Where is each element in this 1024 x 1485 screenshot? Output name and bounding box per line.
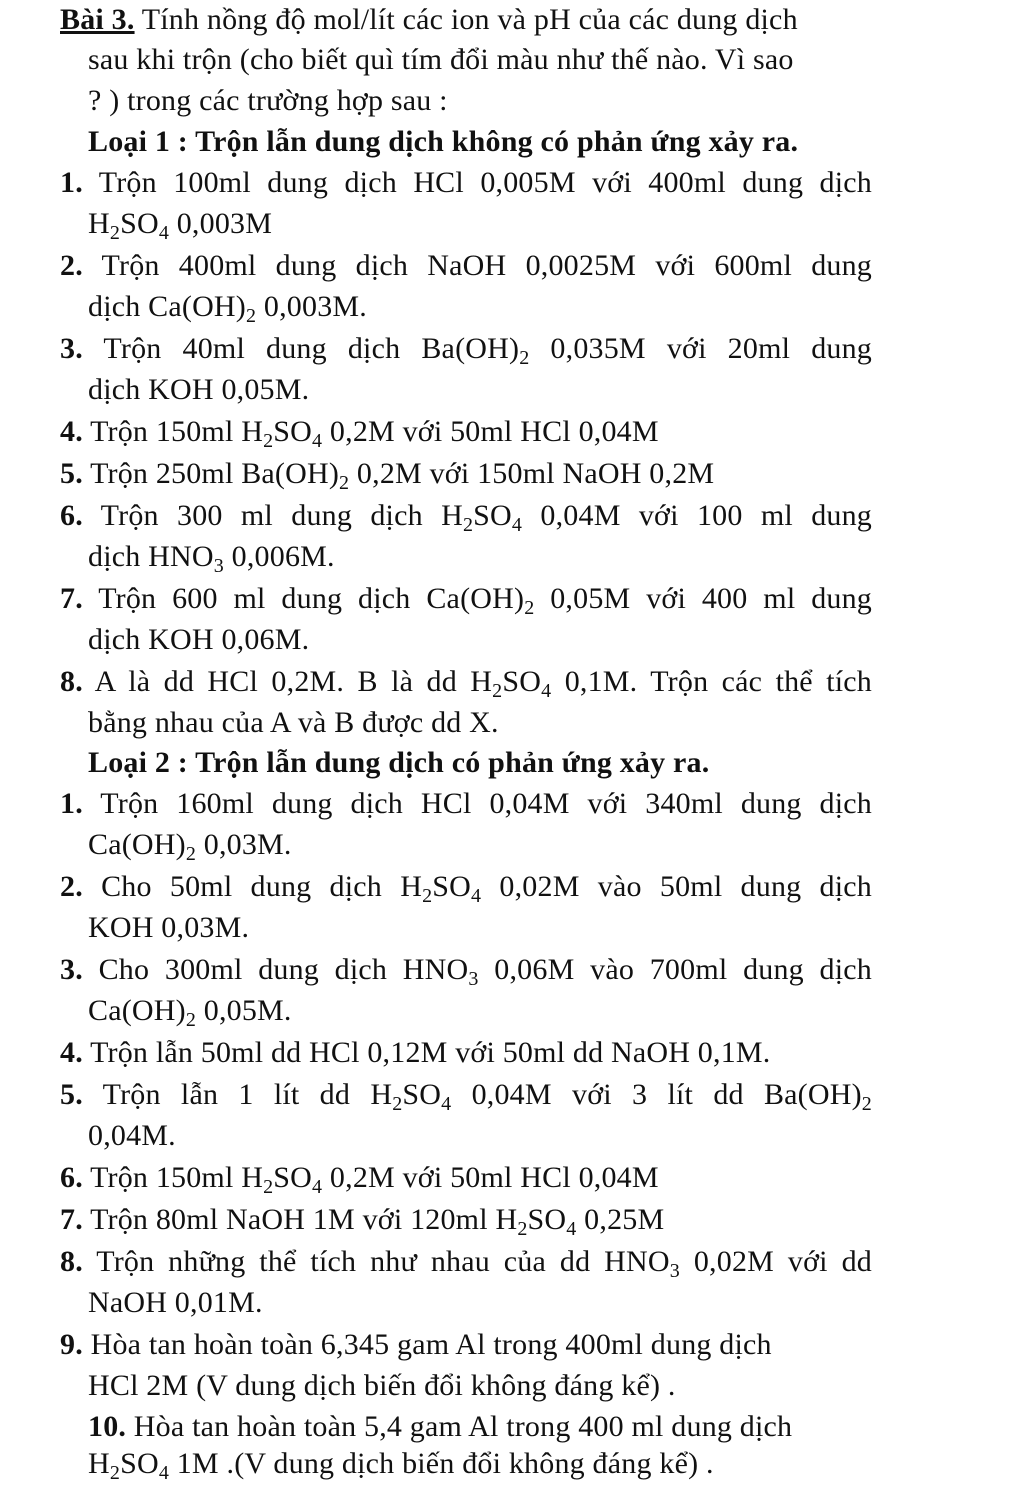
type-1-item-6-line-2: dịch $HNO_3$ 0,006M. [88, 540, 335, 577]
type-2-item-4: 4. Trộn lẫn 50ml dd HCl 0,12M với 50ml dd NaOH 0,1M. [60, 1036, 771, 1069]
type-1-item-2-line-1: 2. Trộn 400ml dung dịch NaOH 0,0025M với 600ml dung [60, 249, 872, 282]
type-1-item-2-line-2: dịch $Ca(OH)_2$ 0,003M. [88, 290, 367, 327]
type-2-item-5-line-1: 5. Trộn lẫn 1 lít dd $H_2SO_4$ 0,04M với 3 lít dd $Ba(OH)_2$ [60, 1078, 872, 1115]
type-1-item-6-line-1: 6. Trộn 300 ml dung dịch $H_2SO_4$ 0,04M với 100 ml dung [60, 499, 872, 536]
type-1-item-3-line-1: 3. Trộn 40ml dung dịch $Ba(OH)_2$ 0,035M với 20ml dung [60, 332, 872, 369]
exercise-title-line-2: sau khi trộn (cho biết quì tím đổi màu như thế nào. Vì sao [88, 43, 794, 76]
type-1-item-4: 4. Trộn 150ml $H_2SO_4$ 0,2M với 50ml HCl 0,04M [60, 415, 659, 452]
type-1-item-8-line-2: bằng nhau của A và B được dd X. [88, 706, 499, 739]
type-2-item-6: 6. Trộn 150ml $H_2SO_4$ 0,2M với 50ml HCl 0,04M [60, 1161, 659, 1198]
type-2-item-8-line-2: NaOH 0,01M. [88, 1286, 263, 1319]
type-2-item-8-line-1: 8. Trộn những thể tích như nhau của dd $HNO_3$ 0,02M với dd [60, 1245, 872, 1282]
type-2-item-3-line-1: 3. Cho 300ml dung dịch $HNO_3$ 0,06M vào 700ml dung dịch [60, 953, 872, 990]
type-2-item-9-line-2: HCl 2M (V dung dịch biến đổi không đáng kể) . [88, 1369, 676, 1402]
type-1-item-1-line-2: $H_2SO_4$ 0,003M [88, 207, 273, 244]
type-1-heading: Loại 1 : Trộn lẫn dung dịch không có phản ứng xảy ra. [88, 125, 799, 158]
type-1-item-1-line-1: 1. Trộn 100ml dung dịch HCl 0,005M với 400ml dung dịch [60, 166, 872, 199]
type-2-item-5-line-2: 0,04M. [88, 1119, 176, 1152]
type-2-item-7: 7. Trộn 80ml NaOH 1M với 120ml $H_2SO_4$ 0,25M [60, 1203, 665, 1240]
type-2-heading: Loại 2 : Trộn lẫn dung dịch có phản ứng xảy ra. [88, 746, 710, 779]
type-2-item-3-line-2: $Ca(OH)_2$ 0,05M. [88, 994, 292, 1031]
type-1-item-3-line-2: dịch KOH 0,05M. [88, 373, 310, 406]
type-1-item-5: 5. Trộn 250ml $Ba(OH)_2$ 0,2M với 150ml NaOH 0,2M [60, 457, 715, 494]
exercise-title-line-1: Bài 3. Tính nồng độ mol/lít các ion và pH của các dung dịch [60, 3, 798, 36]
type-1-item-7-line-2: dịch KOH 0,06M. [88, 623, 310, 656]
exercise-label: Bài 3. [60, 3, 135, 36]
exercise-title-line-3: ? ) trong các trường hợp sau : [88, 84, 448, 117]
type-1-item-7-line-1: 7. Trộn 600 ml dung dịch $Ca(OH)_2$ 0,05M với 400 ml dung [60, 582, 872, 619]
type-2-item-1-line-2: $Ca(OH)_2$ 0,03M. [88, 828, 292, 865]
type-2-item-10-line-2: $H_2SO_4$ 1M .(V dung dịch biến đổi không đáng kể) . [88, 1447, 714, 1484]
type-2-item-2-line-2: KOH 0,03M. [88, 911, 250, 944]
type-1-item-8-line-1: 8. A là dd HCl 0,2M. B là dd $H_2SO_4$ 0,1M. Trộn các thể tích [60, 665, 872, 702]
type-2-item-10-line-1: 10. Hòa tan hoàn toàn 5,4 gam Al trong 400 ml dung dịch [88, 1410, 793, 1443]
type-2-item-2-line-1: 2. Cho 50ml dung dịch $H_2SO_4$ 0,02M vào 50ml dung dịch [60, 870, 872, 907]
type-2-item-1-line-1: 1. Trộn 160ml dung dịch HCl 0,04M với 340ml dung dịch [60, 787, 872, 820]
type-2-item-9-line-1: 9. Hòa tan hoàn toàn 6,345 gam Al trong 400ml dung dịch [60, 1328, 772, 1361]
